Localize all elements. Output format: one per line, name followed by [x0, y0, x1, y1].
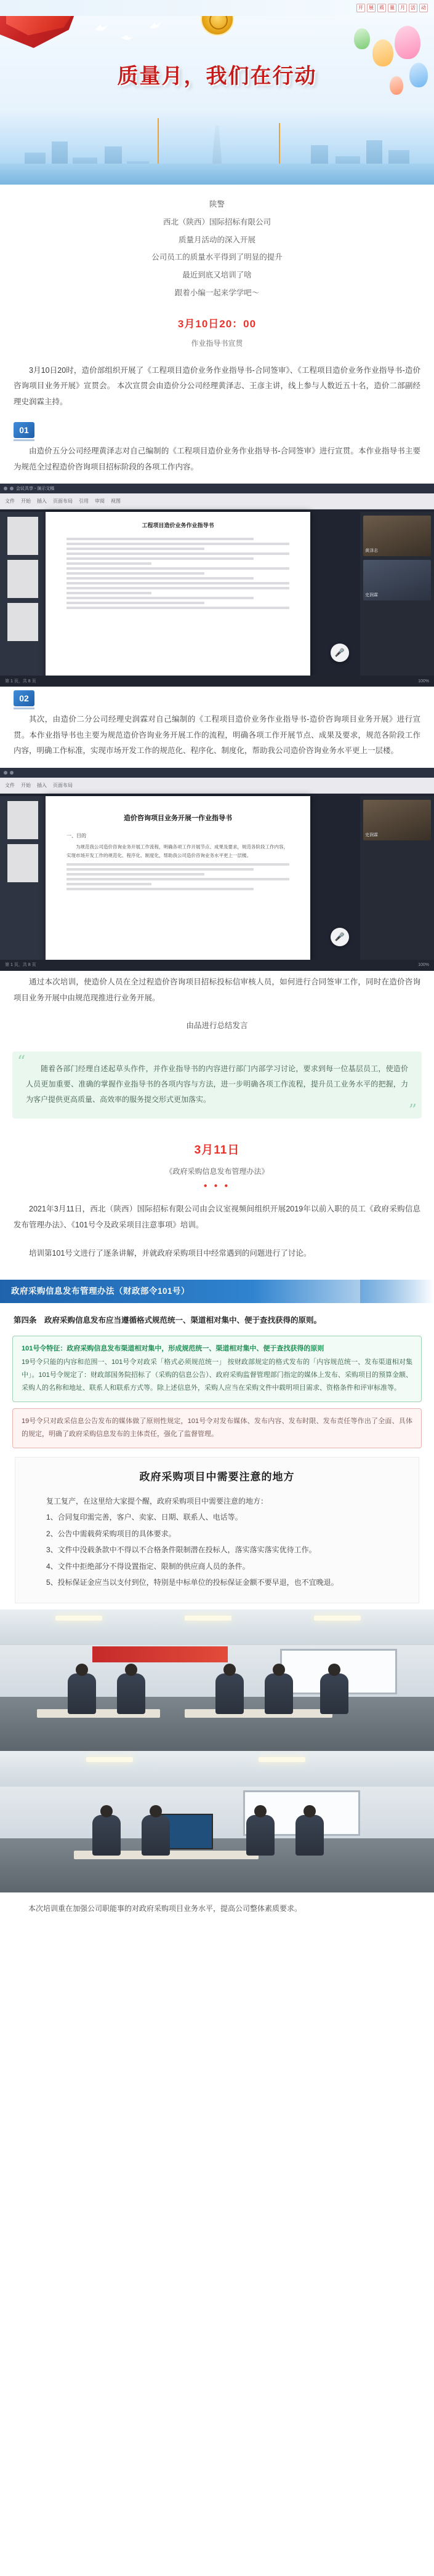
- footer-text: 本次培训重在加强公司职能事的对政府采购项目业务水平，提高公司整体素质要求。: [28, 1904, 302, 1913]
- banner-tag-list: [356, 4, 428, 12]
- meeting-screenshot-2: [0, 768, 434, 971]
- page-indicator: 第 1 页，共 8 页: [5, 963, 36, 968]
- banner-tag: 活: [409, 4, 417, 12]
- banner-topbar: [0, 0, 434, 16]
- green-box-text: 19号令只能的内容和范围一、101号令对政采「格式必须规范统一」 按财政部规定的格式发布的「内容规范统一、发布渠道相对集中」。101号令规定了：财政部国务院招标了（采购的信息公告）、政府采购监督管理部门指定的媒体上发布、采购项目的预算金额、采购人的名称和地址、联系人和联系方式等。除上述信息外，采购人应当在采购文件中载明项目需求、资格条件和评审标准等。: [22, 1358, 412, 1392]
- slide-thumbnail[interactable]: [7, 603, 38, 641]
- document-body: 为规范我公司造价咨询业务开展工作流程，明确各项工作开展节点、成果及要求，规范各阶段工作内容，实现市场开发工作的规范化、程序化、制度化，帮助我公司造价咨询业务水平更上一层楼。: [66, 844, 288, 859]
- participant-video-panel: [360, 796, 434, 960]
- ribbon-item[interactable]: 页面布局: [53, 498, 73, 504]
- banner-tag: 量: [388, 4, 396, 12]
- participant-name: 史润霖: [365, 832, 378, 837]
- dove-icon: [149, 21, 163, 30]
- participant-tile[interactable]: [363, 516, 431, 556]
- slide-thumbnail[interactable]: [7, 844, 38, 882]
- section2-badge-row: [0, 687, 434, 708]
- ribbon-item[interactable]: 引用: [79, 498, 89, 504]
- ribbon-item[interactable]: 开始: [21, 782, 31, 788]
- document-subheading: 一、目的: [66, 832, 86, 839]
- banner-tag: 动: [419, 4, 428, 12]
- intro-line: 跟着小编一起来学学吧～: [174, 288, 260, 297]
- ribbon-item[interactable]: 开始: [21, 498, 31, 504]
- participant-video-panel: [360, 512, 434, 676]
- highlight-quote: [12, 1051, 422, 1119]
- status-bar: [0, 676, 434, 687]
- section2-after-text: 通过本次培训，使造价人员在全过程造价咨询项目招标投标信审核人员，如何进行合同签审工作，同时在造价咨询项目业务开展中由规范现推进行业务开展。: [14, 977, 420, 1002]
- document-heading: 造价咨询项目业务开展一作业指导书: [124, 814, 232, 822]
- notes-paragraph: 5、投标保证金应当以支付到位，特别是中标单位的投标保证金额不要早退，也不宜晚退。: [46, 1578, 339, 1587]
- section3-paragraph-1: 2021年3月11日，西北（陕西）国际招标有限公司由会议室视频间组织开展2019年以前入职的员工《政府采购信息发布管理办法》、《101号令及政采项目注意事项》培训。: [14, 1205, 420, 1229]
- quote-mark-close-icon: ”: [408, 1101, 417, 1120]
- dot-separator-icon: ● ● ●: [203, 1182, 231, 1190]
- training-room-photo: [0, 1609, 434, 1751]
- slide-thumbnail[interactable]: [7, 517, 38, 555]
- window-title: 会议共享 - 演示文稿: [16, 486, 55, 491]
- banner-title: 质量月，我们在行动: [117, 64, 317, 89]
- microphone-icon[interactable]: 🎤: [331, 928, 349, 946]
- ribbon-item[interactable]: 文件: [5, 782, 15, 788]
- training-room-photo-2: [0, 1751, 434, 1892]
- red-box-text: 19号令只对政采信息公告发布的媒体做了原则性规定，101号令对发布媒体、发布内容、发布时限、发布责任等作出了全面、具体的规定，明确了政府采购信息发布的主体责任，强化了监督管理。: [22, 1417, 412, 1438]
- section-number-badge: 02: [14, 690, 34, 706]
- banner-tag: 开: [356, 4, 365, 12]
- notes-paragraph: 2、公告中需载荷采购项目的具体要求。: [46, 1529, 176, 1538]
- banner-tag: 质: [377, 4, 386, 12]
- section1-badge-row: [0, 418, 434, 440]
- ribbon-item[interactable]: 视图: [111, 498, 121, 504]
- meeting-screenshot-1: [0, 484, 434, 687]
- window-titlebar: [0, 484, 434, 493]
- notes-card: [15, 1457, 419, 1604]
- section-number-badge: 01: [14, 422, 34, 438]
- window-dot-icon: [10, 487, 14, 490]
- document-title: 工程项目造价业务作业指导书: [142, 522, 214, 529]
- banner-tag: 月: [398, 4, 407, 12]
- slide-thumbnail-panel[interactable]: [0, 796, 46, 960]
- participant-tile[interactable]: [363, 560, 431, 600]
- document-canvas: [46, 512, 310, 677]
- intro-line: 西北（陕西）国际招标有限公司: [163, 217, 271, 226]
- intro-block: [0, 185, 434, 306]
- slide-thumbnail[interactable]: [7, 801, 38, 839]
- skyline-icon: [0, 111, 434, 185]
- red-info-box: [12, 1408, 422, 1448]
- dove-icon-group: [92, 21, 197, 58]
- section2-signature: 由品进行总结发言: [186, 1021, 248, 1031]
- section1-paragraph: 由造价五分公司经理黄泽志对自己编制的《工程项目造价业务作业指导书-合同签审》进行宣贯。本作业指导书主要为规范全过程造价咨询项目招标阶段的各项工作内容。: [14, 447, 420, 471]
- participant-tile[interactable]: [363, 800, 431, 840]
- notes-paragraph: 1、合同复印需完善，客户、卖家、日期、联系人、电话等。: [46, 1513, 243, 1522]
- window-titlebar: [0, 768, 434, 778]
- second-event-heading: [0, 1130, 434, 1178]
- rule-article-title: 第四条 政府采购信息发布应当遵循格式规范统一、渠道相对集中、便于查找获得的原则。: [14, 1316, 322, 1325]
- microphone-icon[interactable]: 🎤: [331, 644, 349, 662]
- event-date: 3月10日20：00: [177, 317, 257, 330]
- section1-lead-text-2: 本次宣贯会由造价分公司经理黄泽志、王彦主讲，线上参与人数近五十名，造价二部副经理史润霖主持。: [14, 381, 420, 406]
- screen-capture: [0, 768, 434, 971]
- window-dot-icon: [4, 771, 7, 775]
- intro-line: 陕警: [209, 200, 225, 209]
- ribbon-item[interactable]: 审阅: [95, 498, 105, 504]
- dove-icon: [94, 23, 108, 32]
- window-dot-icon: [10, 771, 14, 775]
- page-indicator: 第 1 页，共 8 页: [5, 679, 36, 684]
- section1-lead-text: 3月10日20时，造价部组织开展了《工程项目造价业务作业指导书-合同签审》、《工程项目造价业务作业指导书-造价咨询项目业务开展》宣贯会。: [14, 365, 420, 391]
- zoom-level[interactable]: 100%: [418, 963, 429, 968]
- notes-paragraph: 4、文件中拒绝部分不得设置指定、限制的供应商人员的条件。: [46, 1561, 250, 1571]
- zoom-level[interactable]: 100%: [418, 679, 429, 684]
- green-info-box: [12, 1336, 422, 1402]
- section1-lead: [0, 359, 434, 419]
- app-ribbon: [0, 493, 434, 509]
- intro-line: 公司员工的质量水平得到了明显的提升: [151, 253, 283, 262]
- balloon-icon: [395, 26, 420, 59]
- slide-thumbnail-panel[interactable]: [0, 512, 46, 676]
- blue-section-header: 政府采购信息发布管理办法（财政部令101号）: [0, 1280, 434, 1303]
- banner-tag: 展: [367, 4, 376, 12]
- status-bar: [0, 960, 434, 971]
- section3-paragraph-2: 培训第101号文进行了逐条讲解，并就政府采购项目中经常遇到的问题进行了讨论。: [29, 1248, 311, 1258]
- event-subtitle: 作业指导书宣贯: [191, 338, 243, 348]
- quote-mark-open-icon: “: [17, 1052, 26, 1071]
- dove-icon: [121, 34, 133, 41]
- green-box-heading: 101号令特征：政府采购信息发布渠道相对集中，形成规范统一、渠道相对集中、便于查找获得的原则: [22, 1345, 324, 1353]
- intro-line: 质量月活动的深入开展: [178, 235, 255, 244]
- hero-banner: [0, 0, 434, 185]
- participant-name: 黄泽志: [365, 549, 378, 554]
- notes-paragraph: 复工复产，在这里给大家提个醒，政府采购项目中需要注意的地方：: [46, 1497, 268, 1506]
- event-subtitle-2: 《政府采购信息发布管理办法》: [165, 1166, 269, 1176]
- notes-paragraph: 3、文件中没载条款中不得以不合格条件限制潜在投标人，落实落实落实优待工作。: [46, 1545, 316, 1555]
- screen-capture: [0, 484, 434, 687]
- window-dot-icon: [4, 487, 7, 490]
- event-date-2: 3月11日: [194, 1144, 240, 1157]
- ribbon-item[interactable]: 文件: [5, 498, 15, 504]
- balloon-icon: [354, 28, 370, 49]
- quote-text: 随着各部门经理自述起草头作件，并作业指导书的内容进行部门内部学习讨论，要求到每一位基层员工，使造价人员更加重要、准确的掌握作业指导书的各项内容与方法，进一步明确各项工作流程，提升员工业务水平的把握，力为客户提供更高质量、高效率的服务提交形式更加落实。: [26, 1064, 408, 1104]
- ribbon-item[interactable]: 插入: [37, 498, 47, 504]
- section2-paragraph: 其次，由造价二分公司经理史润霖对自己编制的《工程项目造价业务作业指导书-造价咨询项目业务开展》进行宣贯。本作业指导书也主要为规范造价咨询业务开展工作的流程，明确各项工作开展节点、成果及要求，规范各阶段工作内容，明确工作标准，实现市场开发工作的规范化、程序化、制度化，帮助我公司造价咨询业务水平更上一层楼。: [14, 715, 420, 756]
- ribbon-item[interactable]: 插入: [37, 782, 47, 788]
- app-ribbon: [0, 778, 434, 794]
- document-canvas: [46, 796, 310, 961]
- intro-line: 最近到底又培训了啥: [182, 271, 252, 279]
- ribbon-item[interactable]: 页面布局: [53, 782, 73, 788]
- slide-thumbnail[interactable]: [7, 560, 38, 598]
- notes-title: 政府采购项目中需要注意的地方: [139, 1470, 295, 1483]
- participant-name: 史润霖: [365, 593, 378, 598]
